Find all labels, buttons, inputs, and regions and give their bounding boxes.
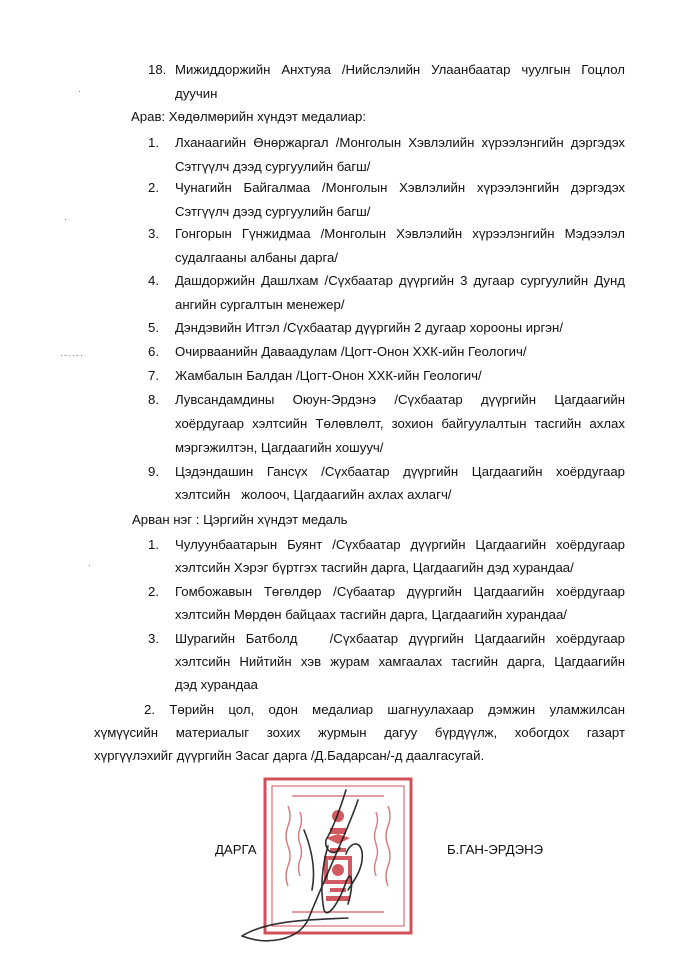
item-text: Сэтгүүлч дээд сургуулийн багш/ — [175, 159, 371, 174]
item-text: хэлтсийн жолооч, Цагдаагийн ахлах ахлагч/ — [175, 487, 452, 502]
item-text: хэлтсийн Нийтийн хэв журам хамгаалах тасгийн дарга, Цагдаагийн — [175, 654, 625, 669]
scan-speck: · — [64, 214, 68, 224]
item-number: 3. — [148, 226, 159, 241]
item-text: хоёрдугаар хэлтсийн Төлөвлөлт, зохион байгуулалтын тасгийн ахлах — [175, 416, 625, 431]
signatory-title: ДАРГА — [215, 842, 257, 857]
item-text: Шурагийн Батболд /Сүхбаатар дүүргийн Цагдаагийн хоёрдугаар — [175, 631, 625, 646]
closing-paragraph-line: хүмүүсийн материалыг зохих журмын дагуу бүрдүүлж, хобогдох газарт — [94, 725, 625, 740]
item-text: мэргэжилтэн, Цагдаагийн хошууч/ — [175, 440, 384, 455]
item-number: 6. — [148, 344, 159, 359]
item-text: Дашдоржийн Дашлхам /Сүхбаатар дүүргийн 3 дугаар сургуулийн Дунд — [175, 273, 625, 288]
section-heading: Арван нэг : Цэргийн хүндэт медаль — [132, 512, 348, 527]
item-text: судалгааны албаны дарга/ — [175, 250, 339, 265]
item-number: 5. — [148, 320, 159, 335]
item-number: 1. — [148, 135, 159, 150]
closing-paragraph-line: хүргүүлэхийг дүүргийн Засаг дарга /Д.Бадарсан/-д даалгасугай. — [94, 748, 485, 763]
item-text: хэлтсийн Мөрдөн байцаах тасгийн дарга, Цагдаагийн хурандаа/ — [175, 607, 567, 622]
item-text: Гонгорын Гүнжидмаа /Монголын Хэвлэлийн хүрээлэнгийн Мэдээлэл — [175, 226, 625, 241]
scan-speck: ·-··-· — [60, 350, 84, 360]
item-number: 1. — [148, 537, 159, 552]
item-text: Жамбалын Балдан /Цогт-Онон ХХК-ийн Геологич/ — [175, 368, 482, 383]
section-heading: Арав: Хөдөлмөрийн хүндэт медалиар: — [131, 109, 367, 124]
item-text: Мижиддоржийн Анхтуяа /Нийслэлийн Улаанбаатар чуулгын Гоцлол — [175, 62, 625, 77]
item-text: Чулуунбаатарын Буянт /Сүхбаатар дүүргийн Цагдаагийн хоёрдугаар — [175, 537, 625, 552]
item-number: 4. — [148, 273, 159, 288]
item-text: ангийн сургалтын менежер/ — [175, 297, 345, 312]
item-text: Очирваанийн Даваадулам /Цогт-Онон ХХК-ийн Геологич/ — [175, 344, 527, 359]
item-number: 2. — [148, 180, 159, 195]
scan-speck: · — [88, 560, 92, 570]
item-text: Гомбожавын Төгөлдөр /Сүбаатар дүүргийн Цагдаагийн хоёрдугаар — [175, 584, 625, 599]
scan-speck: · — [78, 86, 82, 96]
item-number: 8. — [148, 392, 159, 407]
item-text: Сэтгүүлч дээд сургуулийн багш/ — [175, 204, 371, 219]
item-text: дуучин — [175, 86, 218, 101]
item-text: дэд хурандаа — [175, 677, 258, 692]
item-text: Дэндэвийн Итгэл /Сүхбаатар дүүргийн 2 дугаар хорооны иргэн/ — [175, 320, 563, 335]
item-text: хэлтсийн Хэрэг бүртгэх тасгийн дарга, Цагдаагийн дэд хурандаа/ — [175, 560, 574, 575]
item-text: Лханаагийн Өнөржаргал /Монголын Хэвлэлийн хүрээлэнгийн дэргэдэх — [175, 135, 625, 150]
item-number: 18. — [148, 62, 167, 77]
item-number: 3. — [148, 631, 159, 646]
item-number: 9. — [148, 464, 159, 479]
closing-paragraph-line: 2. Төрийн цол, одон медалиар шагнуулахаар дэмжин уламжилсан — [144, 702, 625, 717]
handwritten-signature — [228, 770, 428, 950]
item-text: Чунагийн Байгалмаа /Монголын Хэвлэлийн хүрээлэнгийн дэргэдэх — [175, 180, 625, 195]
item-number: 7. — [148, 368, 159, 383]
signatory-name: Б.ГАН-ЭРДЭНЭ — [447, 842, 544, 857]
item-number: 2. — [148, 584, 159, 599]
item-text: Лувсандамдины Оюун-Эрдэнэ /Сүхбаатар дүүргийн Цагдаагийн — [175, 392, 625, 407]
item-text: Цэдэндашин Гансүх /Сүхбаатар дүүргийн Цагдаагийн хоёрдугаар — [175, 464, 625, 479]
